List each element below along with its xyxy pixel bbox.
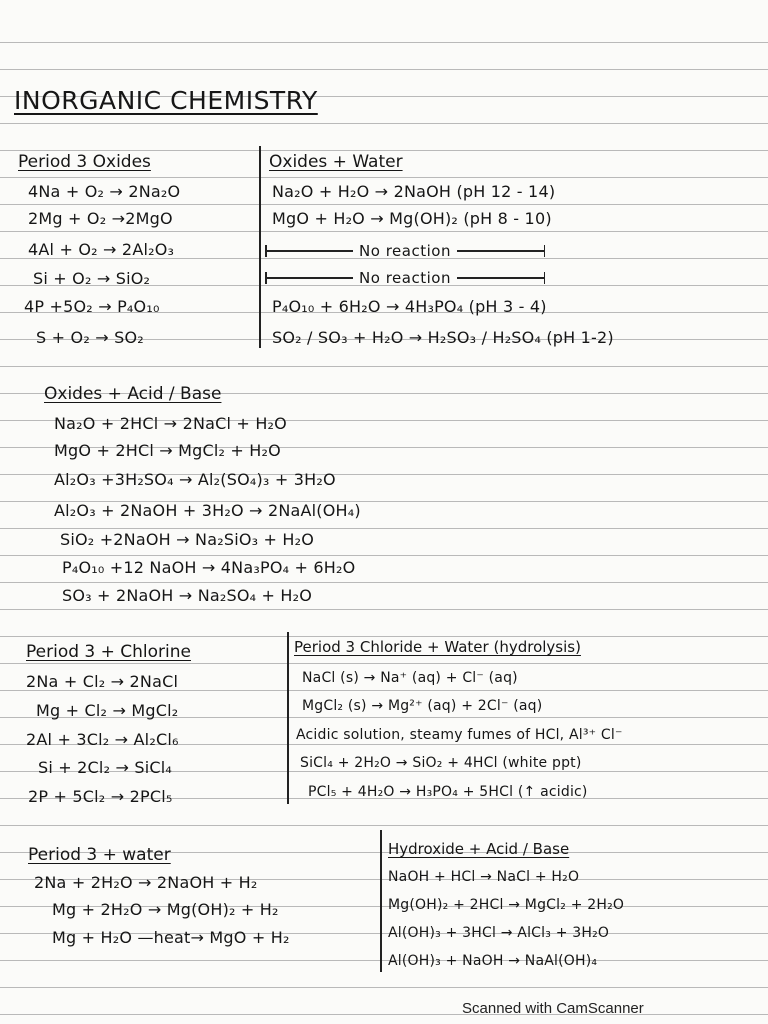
equation-line: Al(OH)₃ + NaOH → NaAl(OH)₄ (388, 953, 598, 969)
equation-line: Na₂O + 2HCl → 2NaCl + H₂O (54, 414, 287, 433)
oxides-water-heading: Oxides + Water (269, 152, 403, 172)
equation-line: NaOH + HCl → NaCl + H₂O (388, 869, 580, 885)
bracket-line (457, 250, 544, 252)
equation-line: Mg(OH)₂ + 2HCl → MgCl₂ + 2H₂O (388, 897, 625, 913)
no-reaction-label: No reaction (359, 269, 451, 287)
period3-chlorine-heading: Period 3 + Chlorine (26, 642, 191, 662)
equation-line: 2Al + 3Cl₂ → Al₂Cl₆ (26, 730, 179, 749)
period3-water-heading: Period 3 + water (28, 845, 171, 865)
hydroxide-acid-base-heading: Hydroxide + Acid / Base (388, 840, 570, 858)
equation-line: Al₂O₃ +3H₂SO₄ → Al₂(SO₄)₃ + 3H₂O (54, 470, 336, 489)
equation-line: MgO + H₂O → Mg(OH)₂ (pH 8 - 10) (272, 209, 552, 228)
page-title: INORGANIC CHEMISTRY (14, 86, 318, 115)
equation-line: Mg + 2H₂O → Mg(OH)₂ + H₂ (52, 900, 279, 919)
equation-line: SO₂ / SO₃ + H₂O → H₂SO₃ / H₂SO₄ (pH 1-2) (272, 328, 614, 347)
bracket-line (267, 277, 354, 279)
equation-line: NaCl (s) → Na⁺ (aq) + Cl⁻ (aq) (302, 670, 518, 686)
equation-line: SO₃ + 2NaOH → Na₂SO₄ + H₂O (62, 586, 313, 605)
scanner-watermark: Scanned with CamScanner (462, 1000, 644, 1017)
equation-line: PCl₅ + 4H₂O → H₃PO₄ + 5HCl (↑ acidic) (308, 784, 588, 800)
equation-line: Na₂O + H₂O → 2NaOH (pH 12 - 14) (272, 182, 556, 201)
column-divider (259, 146, 261, 348)
equation-line: P₄O₁₀ + 6H₂O → 4H₃PO₄ (pH 3 - 4) (272, 297, 547, 316)
equation-line: 2Mg + O₂ →2MgO (28, 209, 173, 228)
equation-line: Si + O₂ → SiO₂ (33, 269, 151, 288)
oxides-acid-base-heading: Oxides + Acid / Base (44, 384, 222, 404)
equation-line: SiO₂ +2NaOH → Na₂SiO₃ + H₂O (60, 530, 315, 549)
column-divider (380, 830, 382, 972)
equation-line: Al₂O₃ + 2NaOH + 3H₂O → 2NaAl(OH₄) (54, 501, 361, 520)
equation-line: Si + 2Cl₂ → SiCl₄ (38, 758, 173, 777)
equation-line: MgCl₂ (s) → Mg²⁺ (aq) + 2Cl⁻ (aq) (302, 698, 543, 714)
equation-line: Acidic solution, steamy fumes of HCl, Al³⁺ Cl⁻ (296, 727, 623, 743)
equation-line: Mg + H₂O —heat→ MgO + H₂ (52, 928, 290, 947)
equation-line: Al(OH)₃ + 3HCl → AlCl₃ + 3H₂O (388, 925, 610, 941)
equation-line: P₄O₁₀ +12 NaOH → 4Na₃PO₄ + 6H₂O (62, 558, 356, 577)
no-reaction-row (265, 269, 545, 287)
equation-line: SiCl₄ + 2H₂O → SiO₂ + 4HCl (white ppt) (300, 755, 582, 771)
equation-line: 2Na + Cl₂ → 2NaCl (26, 672, 179, 691)
bracket-end (544, 245, 546, 257)
equation-line: 4P +5O₂ → P₄O₁₀ (24, 297, 160, 316)
bracket-end (544, 272, 546, 284)
equation-line: S + O₂ → SO₂ (36, 328, 144, 347)
equation-line: 4Al + O₂ → 2Al₂O₃ (28, 240, 175, 259)
bracket-line (267, 250, 354, 252)
equation-line: 4Na + O₂ → 2Na₂O (28, 182, 181, 201)
chloride-water-heading: Period 3 Chloride + Water (hydrolysis) (294, 638, 581, 656)
no-reaction-row (265, 242, 545, 260)
no-reaction-label: No reaction (359, 242, 451, 260)
equation-line: MgO + 2HCl → MgCl₂ + H₂O (54, 441, 281, 460)
bracket-line (457, 277, 544, 279)
column-divider (287, 632, 289, 804)
equation-line: Mg + Cl₂ → MgCl₂ (36, 701, 179, 720)
equation-line: 2Na + 2H₂O → 2NaOH + H₂ (34, 873, 258, 892)
equation-line: 2P + 5Cl₂ → 2PCl₅ (28, 787, 173, 806)
period3-oxides-heading: Period 3 Oxides (18, 152, 151, 172)
